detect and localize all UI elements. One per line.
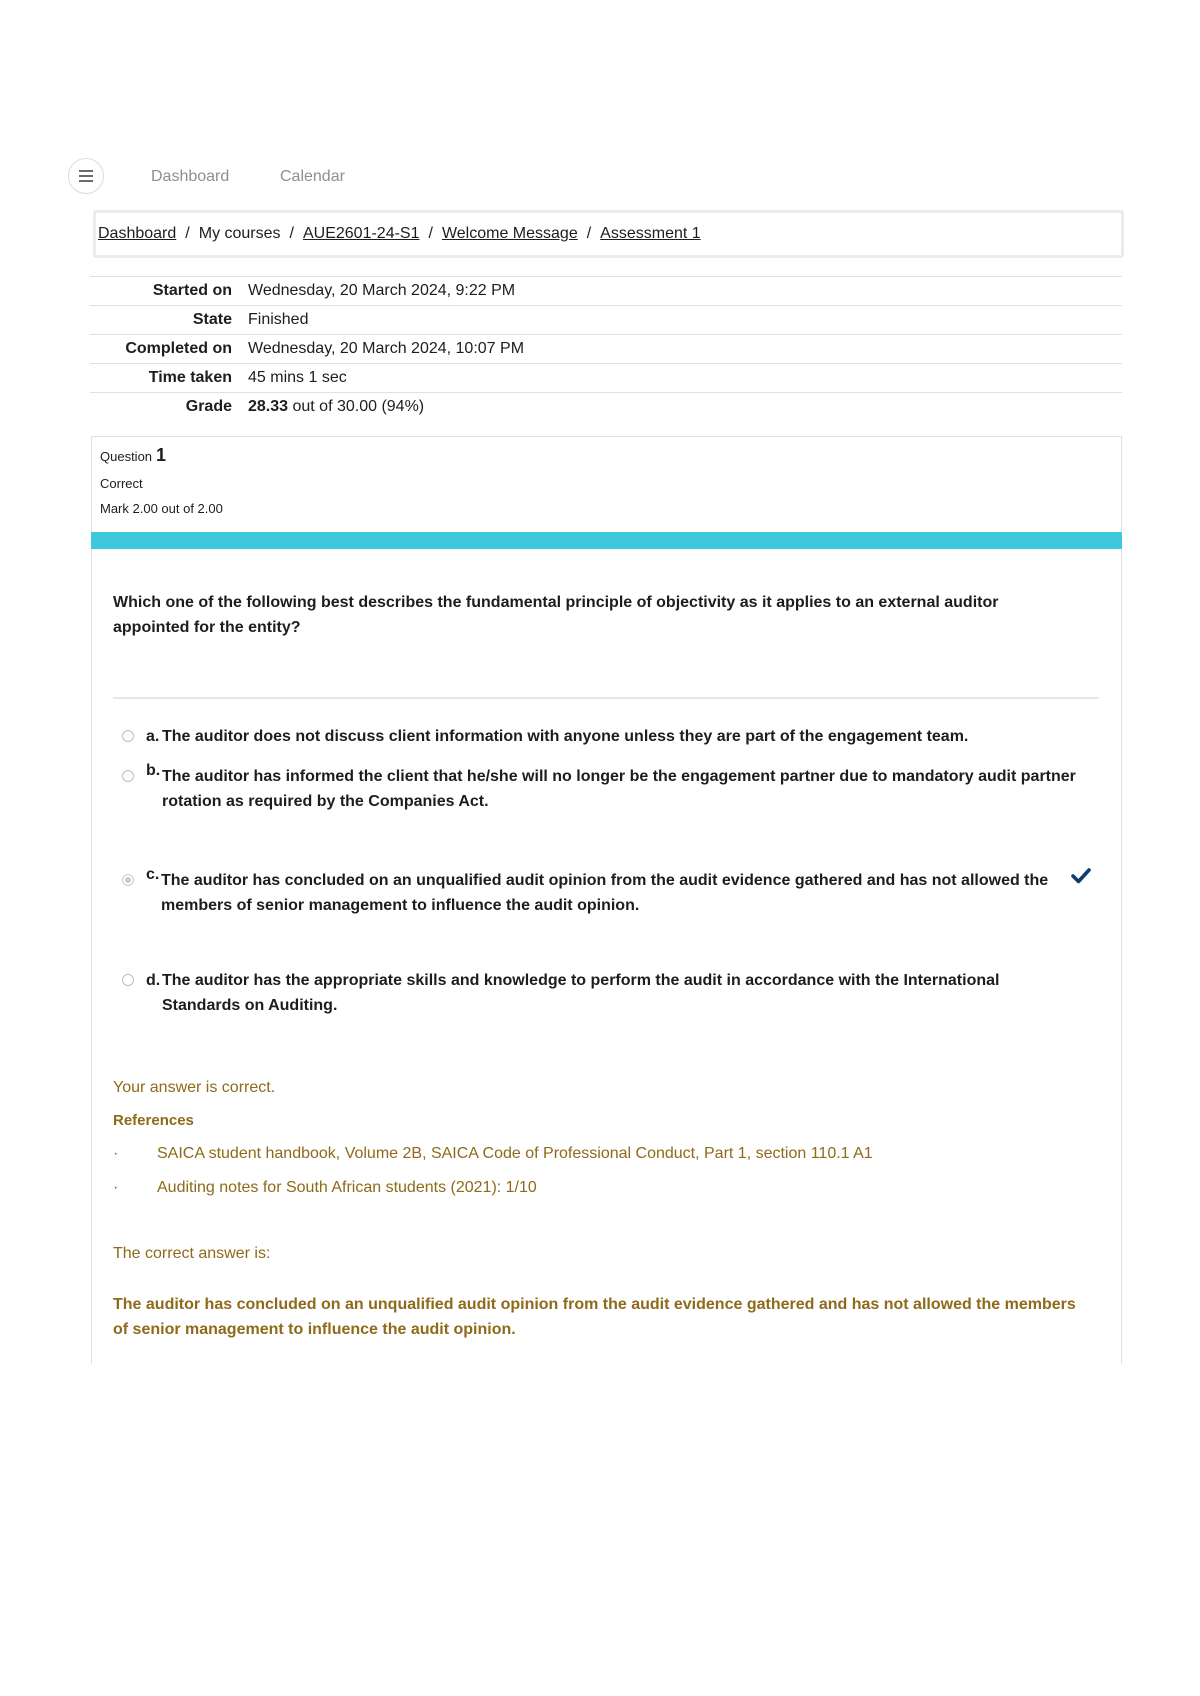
summary-row-state <box>90 305 1122 334</box>
option-letter: b. <box>146 762 161 779</box>
breadcrumb-separator: / <box>428 225 433 242</box>
reference-item <box>113 1145 1013 1167</box>
option-b-radio[interactable] <box>122 770 134 782</box>
nav-drawer-toggle[interactable] <box>68 158 104 194</box>
answer-option-b[interactable] <box>122 764 1082 814</box>
summary-label: Started on <box>152 282 232 299</box>
option-c-radio[interactable] <box>122 874 134 886</box>
question-divider <box>113 697 1099 699</box>
answer-option-d[interactable] <box>122 968 1082 1018</box>
answer-option-a[interactable] <box>122 724 1082 749</box>
grade-score: 28.33 <box>248 398 289 415</box>
breadcrumb-assessment[interactable]: Assessment 1 <box>600 225 701 242</box>
breadcrumb-my-courses: My courses <box>198 225 281 242</box>
summary-row-completed <box>90 334 1122 363</box>
bullet: · <box>113 1145 119 1162</box>
breadcrumb <box>93 210 1124 258</box>
summary-value: Wednesday, 20 March 2024, 9:22 PM <box>248 282 516 299</box>
correct-answer-label: The correct answer is: <box>113 1245 271 1262</box>
reference-text: SAICA student handbook, Volume 2B, SAICA Code of Professional Conduct, Part 1, section 110.1 A1 <box>157 1145 873 1162</box>
option-letter: c. <box>146 866 160 883</box>
check-icon <box>1071 866 1091 886</box>
breadcrumb-dashboard[interactable]: Dashboard <box>98 225 177 242</box>
question-status: Correct <box>100 476 143 491</box>
summary-value <box>248 398 424 416</box>
breadcrumb-course[interactable]: AUE2601-24-S1 <box>302 225 420 242</box>
option-text: The auditor has the appropriate skills and knowledge to perform the audit in accordance with the International Standards on Auditing. <box>162 972 1000 1014</box>
bullet: · <box>113 1179 119 1196</box>
attempt-summary-table <box>90 276 1122 421</box>
references-heading: References <box>113 1112 194 1129</box>
summary-value: Finished <box>248 311 309 328</box>
grade-rest: out of 30.00 (94%) <box>288 398 425 415</box>
option-a-radio[interactable] <box>122 730 134 742</box>
summary-row-started <box>90 276 1122 305</box>
question-accent-bar <box>91 532 1122 549</box>
breadcrumb-section[interactable]: Welcome Message <box>441 225 578 242</box>
reference-text: Auditing notes for South African students (2021): 1/10 <box>157 1179 537 1196</box>
summary-label: Grade <box>185 398 232 415</box>
summary-value: 45 mins 1 sec <box>248 369 347 386</box>
question-number-line <box>100 445 1113 466</box>
question-number: 1 <box>156 445 167 465</box>
option-text: The auditor has concluded on an unqualified audit opinion from the audit evidence gathered and has not allowed the members of senior management to influence the audit opinion. <box>161 872 1049 914</box>
option-text: The auditor has informed the client that he/she will no longer be the engagement partner due to mandatory audit partner rotation as required by the Companies Act. <box>162 768 1076 810</box>
breadcrumb-separator: / <box>185 225 190 242</box>
summary-value: Wednesday, 20 March 2024, 10:07 PM <box>248 340 525 357</box>
reference-item <box>113 1179 1013 1201</box>
nav-calendar-link[interactable]: Calendar <box>280 168 345 185</box>
correct-answer-text: The auditor has concluded on an unqualified audit opinion from the audit evidence gathered and has not allowed the members of senior management to influence the audit opinion. <box>113 1296 1076 1338</box>
question-label: Question <box>100 449 153 464</box>
summary-row-time-taken <box>90 363 1122 392</box>
summary-row-grade <box>90 392 1122 421</box>
option-letter: a. <box>146 728 160 745</box>
question-mark: Mark 2.00 out of 2.00 <box>100 501 223 516</box>
summary-label: Completed on <box>125 340 232 357</box>
question-info <box>91 436 1122 532</box>
option-text: The auditor does not discuss client information with anyone unless they are part of the engagement team. <box>162 728 969 745</box>
feedback-result: Your answer is correct. <box>113 1079 276 1096</box>
question-text: Which one of the following best describes the fundamental principle of objectivity as it applies to an external auditor appointed for the entity? <box>113 594 999 636</box>
hamburger-icon <box>79 170 93 182</box>
breadcrumb-separator: / <box>289 225 294 242</box>
option-d-radio[interactable] <box>122 974 134 986</box>
answer-option-c[interactable] <box>122 868 1082 918</box>
summary-label: State <box>192 311 232 328</box>
nav-dashboard-link[interactable]: Dashboard <box>151 168 230 185</box>
option-letter: d. <box>146 972 161 989</box>
summary-label: Time taken <box>148 369 232 386</box>
breadcrumb-separator: / <box>586 225 592 242</box>
